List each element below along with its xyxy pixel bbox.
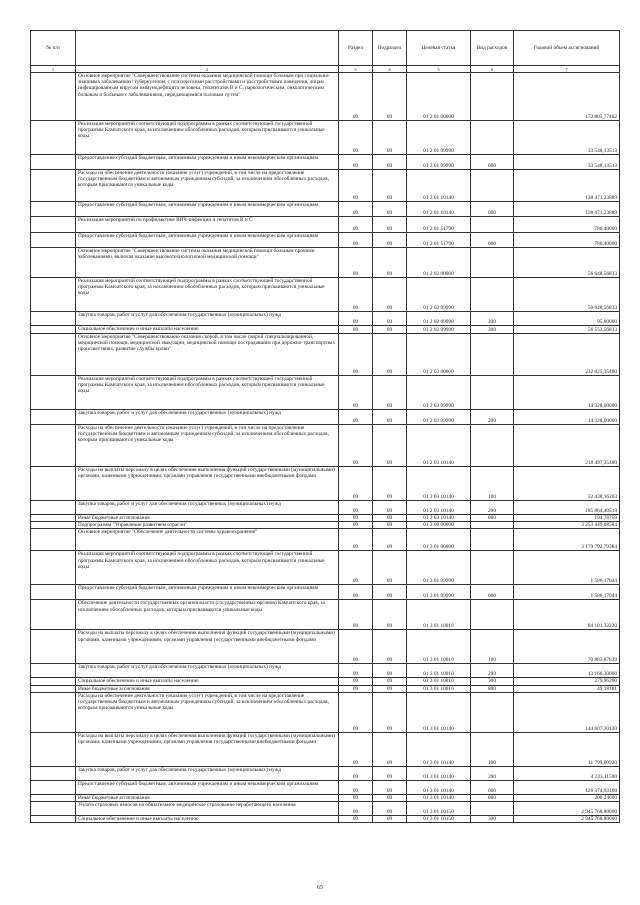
cell-num <box>31 170 76 202</box>
cell-amount: 32 438,16203 <box>514 467 620 501</box>
cell-amount: 33 548,13513 <box>514 121 620 155</box>
header-razdel: Раздел <box>339 31 373 66</box>
cell-razdel: 09 <box>339 233 373 248</box>
cell-target: 01 3 01 09990 <box>407 551 471 585</box>
cell-name: Закупка товаров, работ и услуг для обеспечения государственных (муниципальных) нужд <box>76 664 339 678</box>
cell-name: Закупка товаров, работ и услуг для обеспечения государственных (муниципальных) нужд <box>76 410 339 425</box>
cell-target: 01 2 01 00000 <box>407 73 471 121</box>
cell-name: Реализация мероприятий соответствующей подпрограммы в рамках соответствующей государственной программы Камчатского края, за исключением обособленных расходов, которым присваиваются уникальные коды <box>76 551 339 585</box>
cell-razdel: 09 <box>339 467 373 501</box>
table-row <box>31 217 620 233</box>
cell-expense-type: 200 <box>471 410 514 425</box>
cell-name: Расходы на обеспечение деятельности (оказание услуг) учреждений, в том числе на предоставление государственным бюджетным и автономным учреждениям субсидий, за исключением обособленных расходов, которым присваиваются уникальные коды <box>76 425 339 467</box>
cell-amount: 70 883,87839 <box>514 630 620 664</box>
cell-num <box>31 312 76 326</box>
cell-podrazdel: 09 <box>373 794 407 801</box>
cell-expense-type <box>471 376 514 410</box>
cell-name: Реализация мероприятий соответствующей подпрограммы в рамках соответствующей государственной программы Камчатского края, за исключением обособленных расходов, которым присваиваются уникальные коды <box>76 121 339 155</box>
cell-razdel: 09 <box>339 802 373 816</box>
cell-name: Основное мероприятие "Совершенствование системы оказания медицинской помощи больным при социально-значимых заболеваниях: туберкулезом, с психическими расстройствами и расстройствами поведения, лицам инфицированным вирусом иммунодефицита человека, гепатитами В и С, наркологическим, онкологическим больным и больным с заболеваниями, передающимися половым путем" <box>76 73 339 121</box>
cell-razdel: 09 <box>339 780 373 794</box>
cell-target: 01 2 01 51790 <box>407 233 471 248</box>
cell-expense-type: 800 <box>471 685 514 692</box>
table-row <box>31 794 620 801</box>
cell-amount: 138 471,23889 <box>514 202 620 217</box>
cell-name: Закупка товаров, работ и услуг для обеспечения государственных (муниципальных) нужд <box>76 766 339 780</box>
cell-podrazdel: 09 <box>373 515 407 522</box>
cell-amount: 194,78759 <box>514 515 620 522</box>
cell-razdel: 09 <box>339 816 373 823</box>
cell-target: 01 3 01 00000 <box>407 529 471 551</box>
cell-amount: 2 945 768,80000 <box>514 816 620 823</box>
cell-podrazdel: 09 <box>373 278 407 312</box>
cell-num <box>31 780 76 794</box>
cell-target: 01 3 01 10150 <box>407 802 471 816</box>
cell-num <box>31 376 76 410</box>
cell-target: 01 3 01 10010 <box>407 600 471 630</box>
cell-razdel: 09 <box>339 794 373 801</box>
cell-num <box>31 816 76 823</box>
table-row <box>31 202 620 217</box>
cell-num <box>31 685 76 692</box>
table-row <box>31 685 620 692</box>
cell-target: 01 2 02 00000 <box>407 248 471 278</box>
header-target: Целевая статья <box>407 31 471 66</box>
cell-target: 01 3 01 10140 <box>407 692 471 732</box>
cell-num <box>31 334 76 376</box>
cell-name: Основное мероприятие "Совершенствование оказания скорой, в том числе скорой специализированной, медицинской помощи, медицинской эвакуации, медицинской помощи пострадавшим при дорожно-транспортных происшествиях, развитие службы крови" <box>76 334 339 376</box>
table-row <box>31 467 620 501</box>
table-row <box>31 376 620 410</box>
cell-expense-type <box>471 529 514 551</box>
cell-expense-type: 600 <box>471 155 514 170</box>
cell-razdel: 09 <box>339 501 373 515</box>
cell-podrazdel: 09 <box>373 202 407 217</box>
cell-target: 01 2 01 51790 <box>407 217 471 233</box>
cell-name: Предоставление субсидий бюджетным, автономным учреждениям и иным некоммерческим организациям <box>76 780 339 794</box>
cell-target: 01 2 03 10140 <box>407 467 471 501</box>
cell-target: 01 3 01 10010 <box>407 664 471 678</box>
cell-expense-type: 200 <box>471 664 514 678</box>
cell-name: Социальное обеспечение и иные выплаты населению <box>76 326 339 334</box>
table-row <box>31 312 620 326</box>
cell-podrazdel: 09 <box>373 766 407 780</box>
cell-podrazdel: 09 <box>373 326 407 334</box>
cell-target: 01 2 02 09990 <box>407 278 471 312</box>
cell-podrazdel: 09 <box>373 678 407 685</box>
table-row <box>31 170 620 202</box>
cell-razdel: 09 <box>339 692 373 732</box>
cell-num <box>31 515 76 522</box>
column-number: 4 <box>373 66 407 73</box>
cell-expense-type <box>471 248 514 278</box>
table-row <box>31 766 620 780</box>
cell-name: Иные бюджетные ассигнования <box>76 794 339 801</box>
cell-expense-type: 200 <box>471 766 514 780</box>
cell-num <box>31 233 76 248</box>
cell-num <box>31 664 76 678</box>
cell-target: 01 2 03 10140 <box>407 425 471 467</box>
header-amount: Годовой объем ассигнований <box>514 31 620 66</box>
cell-podrazdel: 09 <box>373 816 407 823</box>
cell-podrazdel: 09 <box>373 73 407 121</box>
cell-amount: 3 179 792,79384 <box>514 529 620 551</box>
cell-expense-type: 300 <box>471 326 514 334</box>
table-row <box>31 585 620 600</box>
cell-num <box>31 202 76 217</box>
cell-target: 01 3 01 10010 <box>407 630 471 664</box>
cell-amount: 4 233,11500 <box>514 766 620 780</box>
table-row <box>31 515 620 522</box>
cell-amount: 1 586,17044 <box>514 585 620 600</box>
cell-name: Иные бюджетные ассигнования <box>76 515 339 522</box>
cell-amount: 218 497,35480 <box>514 425 620 467</box>
cell-expense-type <box>471 600 514 630</box>
cell-name: Расходы на обеспечение деятельности (оказание услуг) учреждений, в том числе на предоставление государственным бюджетным и автономным учреждениям субсидий, за исключением обособленных расходов, которым присваиваются уникальные коды <box>76 170 339 202</box>
cell-podrazdel: 09 <box>373 585 407 600</box>
cell-amount: 56 648,56833 <box>514 278 620 312</box>
cell-amount: 14 328,00000 <box>514 410 620 425</box>
cell-razdel: 09 <box>339 155 373 170</box>
table-row <box>31 551 620 585</box>
cell-expense-type <box>471 802 514 816</box>
cell-target: 01 2 01 10140 <box>407 170 471 202</box>
cell-name: Реализация мероприятий соответствующей подпрограммы в рамках соответствующей государственной программы Камчатского края, за исключением обособленных расходов, которым присваиваются уникальные коды <box>76 376 339 410</box>
cell-podrazdel: 09 <box>373 467 407 501</box>
cell-podrazdel: 09 <box>373 425 407 467</box>
table-row <box>31 233 620 248</box>
cell-num <box>31 600 76 630</box>
column-number: 6 <box>471 66 514 73</box>
cell-target: 01 3 01 10150 <box>407 816 471 823</box>
column-number: 5 <box>407 66 471 73</box>
cell-podrazdel: 09 <box>373 155 407 170</box>
column-number: 1 <box>31 66 76 73</box>
cell-razdel: 09 <box>339 248 373 278</box>
cell-name: Обеспечение деятельности государственных органов власти (государственных органов) Камчатского края, за исключением обособленных расходов, которым присваиваются уникальные коды <box>76 600 339 630</box>
header-name <box>76 31 339 66</box>
cell-amount: 138 471,23889 <box>514 170 620 202</box>
cell-name: Расходы на выплаты персоналу в целях обеспечения выполнения функций государственными (муниципальными) органами, казенными учреждениями, органами управления государственными внебюджетными фондами <box>76 630 339 664</box>
table-row <box>31 501 620 515</box>
header-num: № п/п <box>31 31 76 66</box>
cell-razdel: 09 <box>339 376 373 410</box>
cell-target: 01 3 01 10140 <box>407 780 471 794</box>
cell-name: Иные бюджетные ассигнования <box>76 685 339 692</box>
cell-target: 01 3 01 10010 <box>407 685 471 692</box>
cell-podrazdel: 09 <box>373 376 407 410</box>
cell-expense-type <box>471 522 514 529</box>
cell-expense-type <box>471 73 514 121</box>
cell-razdel: 09 <box>339 630 373 664</box>
cell-amount: 3 253 449,08584 <box>514 522 620 529</box>
cell-num <box>31 121 76 155</box>
cell-name: Уплата страховых взносов на обязательное медицинское страхование неработающего населения <box>76 802 339 816</box>
cell-podrazdel: 09 <box>373 692 407 732</box>
cell-name: Реализация мероприятий соответствующей подпрограммы в рамках соответствующей государственной программы Камчатского края, за исключением обособленных расходов, которым присваиваются уникальные коды <box>76 278 339 312</box>
cell-podrazdel: 09 <box>373 780 407 794</box>
table-row <box>31 664 620 678</box>
cell-name: Основное мероприятие "Обеспечение деятельности системы здравоохранения" <box>76 529 339 551</box>
table-row <box>31 155 620 170</box>
cell-target: 01 2 02 09990 <box>407 326 471 334</box>
cell-razdel: 09 <box>339 202 373 217</box>
cell-amount: 49,18181 <box>514 685 620 692</box>
table-row <box>31 278 620 312</box>
cell-num <box>31 326 76 334</box>
cell-razdel: 09 <box>339 326 373 334</box>
cell-amount: 172 805,77402 <box>514 73 620 121</box>
cell-razdel: 09 <box>339 766 373 780</box>
cell-num <box>31 529 76 551</box>
table-row <box>31 600 620 630</box>
cell-expense-type: 200 <box>471 312 514 326</box>
cell-target: 01 3 01 10140 <box>407 766 471 780</box>
cell-num <box>31 73 76 121</box>
cell-target: 01 2 03 10140 <box>407 501 471 515</box>
cell-razdel: 09 <box>339 312 373 326</box>
cell-podrazdel: 09 <box>373 802 407 816</box>
cell-podrazdel: 09 <box>373 529 407 551</box>
cell-amount: 33 548,13513 <box>514 155 620 170</box>
cell-name: Социальное обеспечение и иные выплаты населению <box>76 816 339 823</box>
cell-amount: 786,40000 <box>514 217 620 233</box>
cell-expense-type: 600 <box>471 585 514 600</box>
table-row <box>31 73 620 121</box>
cell-podrazdel: 09 <box>373 217 407 233</box>
cell-expense-type <box>471 278 514 312</box>
cell-num <box>31 425 76 467</box>
cell-razdel: 09 <box>339 664 373 678</box>
budget-table <box>30 30 620 823</box>
cell-amount: 84 181,32220 <box>514 600 620 630</box>
cell-target: 01 3 00 00000 <box>407 522 471 529</box>
cell-target: 01 2 03 09990 <box>407 410 471 425</box>
cell-podrazdel: 09 <box>373 522 407 529</box>
table-row <box>31 802 620 816</box>
table-row <box>31 692 620 732</box>
cell-amount: 11 799,00920 <box>514 732 620 766</box>
cell-num <box>31 248 76 278</box>
cell-razdel: 09 <box>339 600 373 630</box>
cell-razdel: 09 <box>339 732 373 766</box>
cell-target: 01 2 01 09990 <box>407 155 471 170</box>
cell-target: 01 2 03 09990 <box>407 376 471 410</box>
table-row <box>31 410 620 425</box>
cell-name: Расходы на обеспечение деятельности (оказание услуг) учреждений, в том числе на предоставление государственным бюджетным и автономным учреждениям субсидий, за исключением обособленных расходов, которым присваиваются уникальные коды <box>76 692 339 732</box>
table-row <box>31 816 620 823</box>
cell-target: 01 2 01 09990 <box>407 121 471 155</box>
cell-podrazdel: 09 <box>373 732 407 766</box>
cell-razdel: 09 <box>339 678 373 685</box>
cell-num <box>31 678 76 685</box>
cell-razdel: 09 <box>339 410 373 425</box>
cell-target: 01 2 02 09990 <box>407 312 471 326</box>
table-row <box>31 522 620 529</box>
cell-num <box>31 217 76 233</box>
cell-podrazdel: 09 <box>373 312 407 326</box>
table-row <box>31 425 620 467</box>
cell-razdel: 09 <box>339 551 373 585</box>
cell-expense-type: 600 <box>471 202 514 217</box>
cell-razdel: 09 <box>339 529 373 551</box>
cell-podrazdel: 09 <box>373 233 407 248</box>
cell-expense-type: 100 <box>471 630 514 664</box>
cell-expense-type: 600 <box>471 780 514 794</box>
cell-num <box>31 585 76 600</box>
column-number: 3 <box>339 66 373 73</box>
table-header <box>31 31 620 73</box>
cell-name: Предоставление субсидий бюджетным, автономным учреждениям и иным некоммерческим организациям <box>76 155 339 170</box>
cell-amount: 185 864,40519 <box>514 501 620 515</box>
cell-target: 01 2 01 10140 <box>407 202 471 217</box>
cell-num <box>31 278 76 312</box>
cell-num <box>31 692 76 732</box>
cell-podrazdel: 09 <box>373 685 407 692</box>
cell-name: Подпрограмма "Управление развитием отрасли" <box>76 522 339 529</box>
table-row <box>31 529 620 551</box>
cell-amount: 279,96200 <box>514 678 620 685</box>
cell-name: Закупка товаров, работ и услуг для обеспечения государственных (муниципальных) нужд <box>76 501 339 515</box>
header-expense-type: Вид расходов <box>471 31 514 66</box>
cell-num <box>31 766 76 780</box>
cell-num <box>31 551 76 585</box>
cell-expense-type: 800 <box>471 515 514 522</box>
cell-num <box>31 794 76 801</box>
table-body <box>31 73 620 823</box>
cell-target: 01 3 01 10140 <box>407 794 471 801</box>
cell-expense-type <box>471 334 514 376</box>
cell-podrazdel: 09 <box>373 121 407 155</box>
cell-razdel: 09 <box>339 170 373 202</box>
cell-podrazdel: 09 <box>373 551 407 585</box>
cell-name: Социальное обеспечение и иные выплаты населению <box>76 678 339 685</box>
cell-razdel: 09 <box>339 585 373 600</box>
header-podrazdel: Подраздел <box>373 31 407 66</box>
cell-expense-type <box>471 425 514 467</box>
table-row <box>31 678 620 685</box>
cell-expense-type <box>471 551 514 585</box>
cell-target: 01 2 03 10140 <box>407 515 471 522</box>
cell-num <box>31 630 76 664</box>
cell-name: Предоставление субсидий бюджетным, автономным учреждениям и иным некоммерческим организациям <box>76 585 339 600</box>
cell-podrazdel: 09 <box>373 334 407 376</box>
cell-razdel: 09 <box>339 425 373 467</box>
cell-name: Основное мероприятие "Совершенствование системы оказания медицинской помощи больным прочими заболеваниями, включая оказание высокотехнологичной медицинской помощи" <box>76 248 339 278</box>
cell-num <box>31 155 76 170</box>
cell-razdel: 09 <box>339 522 373 529</box>
cell-name: Предоставление субсидий бюджетным, автономным учреждениям и иным некоммерческим организациям <box>76 233 339 248</box>
table-row <box>31 248 620 278</box>
cell-num <box>31 732 76 766</box>
cell-target: 01 3 01 10140 <box>407 732 471 766</box>
cell-name: Расходы на выплаты персоналу в целях обеспечения выполнения функций государственными (муниципальными) органами, казенными учреждениями, органами управления государственными внебюджетными фондами <box>76 467 339 501</box>
cell-num <box>31 467 76 501</box>
cell-amount: 786,40000 <box>514 233 620 248</box>
page-number: 65 <box>317 885 323 891</box>
table-row <box>31 334 620 376</box>
cell-name: Предоставление субсидий бюджетным, автономным учреждениям и иным некоммерческим организациям <box>76 202 339 217</box>
table-row <box>31 630 620 664</box>
table-row <box>31 780 620 794</box>
table-row <box>31 121 620 155</box>
cell-num <box>31 802 76 816</box>
cell-expense-type: 600 <box>471 233 514 248</box>
cell-num <box>31 522 76 529</box>
cell-podrazdel: 09 <box>373 600 407 630</box>
cell-name: Реализация мероприятий по профилактике ВИЧ-инфекции и гепатитов В и С <box>76 217 339 233</box>
cell-razdel: 09 <box>339 515 373 522</box>
cell-podrazdel: 09 <box>373 664 407 678</box>
table-row <box>31 732 620 766</box>
cell-target: 01 2 03 00000 <box>407 334 471 376</box>
cell-expense-type <box>471 170 514 202</box>
cell-razdel: 09 <box>339 217 373 233</box>
cell-amount: 144 607,30120 <box>514 692 620 732</box>
document-sheet <box>30 30 619 823</box>
cell-expense-type <box>471 692 514 732</box>
cell-razdel: 09 <box>339 73 373 121</box>
cell-expense-type: 300 <box>471 678 514 685</box>
cell-razdel: 09 <box>339 334 373 376</box>
cell-amount: 1 586,17044 <box>514 551 620 585</box>
cell-amount: 2 945 768,80000 <box>514 802 620 816</box>
cell-amount: 56 648,56833 <box>514 248 620 278</box>
cell-name: Расходы на выплаты персоналу в целях обеспечения выполнения функций государственными (муниципальными) органами, казенными учреждениями, органами управления государственными внебюджетными фондами <box>76 732 339 766</box>
cell-target: 01 3 01 10010 <box>407 678 471 685</box>
cell-name: Закупка товаров, работ и услуг для обеспечения государственных (муниципальных) нужд <box>76 312 339 326</box>
cell-amount: 13 166,30000 <box>514 664 620 678</box>
column-number: 2 <box>76 66 339 73</box>
cell-expense-type: 100 <box>471 732 514 766</box>
cell-amount: 232 825,35480 <box>514 334 620 376</box>
cell-amount: 56 553,56833 <box>514 326 620 334</box>
cell-num <box>31 501 76 515</box>
cell-expense-type: 800 <box>471 794 514 801</box>
cell-podrazdel: 09 <box>373 170 407 202</box>
cell-expense-type <box>471 217 514 233</box>
cell-expense-type: 100 <box>471 467 514 501</box>
cell-razdel: 09 <box>339 121 373 155</box>
cell-podrazdel: 09 <box>373 630 407 664</box>
cell-num <box>31 410 76 425</box>
cell-expense-type <box>471 121 514 155</box>
cell-amount: 200,24600 <box>514 794 620 801</box>
cell-amount: 95,00000 <box>514 312 620 326</box>
cell-amount: 14 328,00000 <box>514 376 620 410</box>
column-number: 7 <box>514 66 620 73</box>
cell-target: 01 3 01 09990 <box>407 585 471 600</box>
cell-razdel: 09 <box>339 685 373 692</box>
cell-podrazdel: 09 <box>373 410 407 425</box>
cell-expense-type: 300 <box>471 816 514 823</box>
table-row <box>31 326 620 334</box>
cell-razdel: 09 <box>339 278 373 312</box>
cell-expense-type: 200 <box>471 501 514 515</box>
cell-podrazdel: 09 <box>373 248 407 278</box>
cell-amount: 128 374,93100 <box>514 780 620 794</box>
cell-podrazdel: 09 <box>373 501 407 515</box>
